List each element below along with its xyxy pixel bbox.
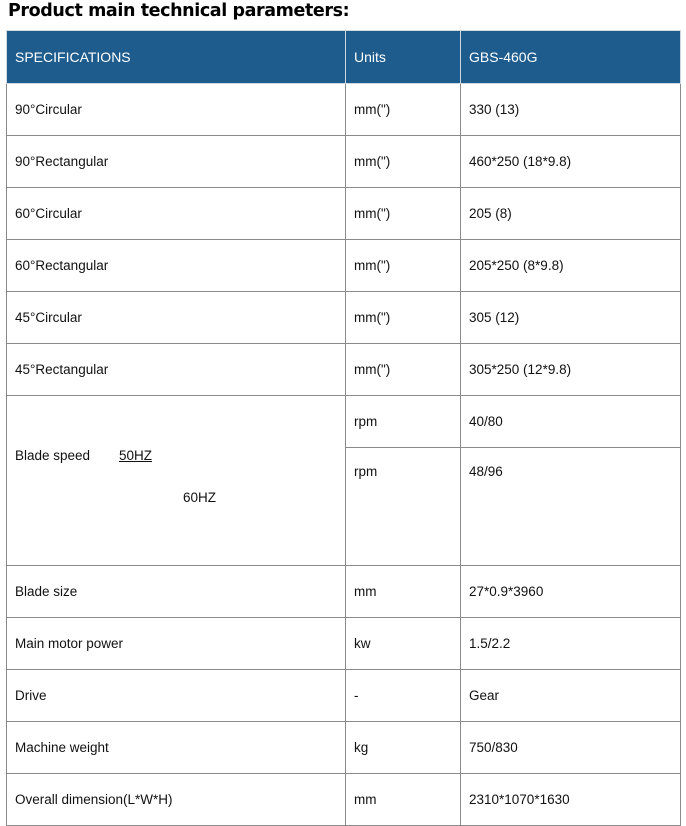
- units-cell: mm("): [346, 84, 461, 136]
- value-cell: 305*250 (12*9.8): [461, 344, 681, 396]
- page-title: Product main technical parameters:: [8, 1, 350, 21]
- table-row: [7, 774, 681, 826]
- units-cell: rpm: [346, 396, 461, 448]
- table-row: [7, 344, 681, 396]
- value-cell: 27*0.9*3960: [461, 566, 681, 618]
- table-row: [7, 84, 681, 136]
- units-cell: mm("): [346, 292, 461, 344]
- freq-60hz-label: 60HZ: [183, 490, 217, 505]
- value-cell: 1.5/2.2: [461, 618, 681, 670]
- value-cell: 205 (8): [461, 188, 681, 240]
- table-row: [7, 722, 681, 774]
- spec-cell: 45°Rectangular: [7, 344, 346, 396]
- blade-speed-cell: [7, 396, 346, 566]
- spec-cell: Drive: [7, 670, 346, 722]
- value-cell: 48/96: [461, 448, 681, 566]
- table-row: [7, 188, 681, 240]
- units-cell: rpm: [346, 448, 461, 566]
- units-cell: mm("): [346, 136, 461, 188]
- spec-cell: 60°Rectangular: [7, 240, 346, 292]
- blade-speed-row-50hz: [7, 396, 681, 448]
- units-cell: mm: [346, 774, 461, 826]
- value-cell: 205*250 (8*9.8): [461, 240, 681, 292]
- units-cell: mm("): [346, 188, 461, 240]
- spec-cell: Machine weight: [7, 722, 346, 774]
- value-cell: Gear: [461, 670, 681, 722]
- spec-cell: 90°Rectangular: [7, 136, 346, 188]
- spec-cell: 90°Circular: [7, 84, 346, 136]
- units-cell: -: [346, 670, 461, 722]
- value-cell: 305 (12): [461, 292, 681, 344]
- value-cell: 330 (13): [461, 84, 681, 136]
- table-row: [7, 566, 681, 618]
- value-cell: 460*250 (18*9.8): [461, 136, 681, 188]
- header-model: GBS-460G: [461, 31, 681, 84]
- units-cell: mm: [346, 566, 461, 618]
- spec-cell: Blade size: [7, 566, 346, 618]
- header-units: Units: [346, 31, 461, 84]
- units-cell: mm("): [346, 344, 461, 396]
- spec-table: [6, 30, 681, 826]
- units-cell: kg: [346, 722, 461, 774]
- table-row: [7, 292, 681, 344]
- table-row: [7, 240, 681, 292]
- value-cell: 2310*1070*1630: [461, 774, 681, 826]
- table-row: [7, 136, 681, 188]
- blade-speed-label: Blade speed: [15, 448, 91, 463]
- table-row: [7, 670, 681, 722]
- spec-cell: Overall dimension(L*W*H): [7, 774, 346, 826]
- units-cell: mm("): [346, 240, 461, 292]
- spec-cell: 60°Circular: [7, 188, 346, 240]
- units-cell: kw: [346, 618, 461, 670]
- header-specifications: SPECIFICATIONS: [7, 31, 346, 84]
- freq-50hz-label: 50HZ: [119, 448, 153, 463]
- value-cell: 750/830: [461, 722, 681, 774]
- table-header-row: [7, 31, 681, 84]
- table-row: [7, 618, 681, 670]
- spec-cell: 45°Circular: [7, 292, 346, 344]
- spec-cell: Main motor power: [7, 618, 346, 670]
- value-cell: 40/80: [461, 396, 681, 448]
